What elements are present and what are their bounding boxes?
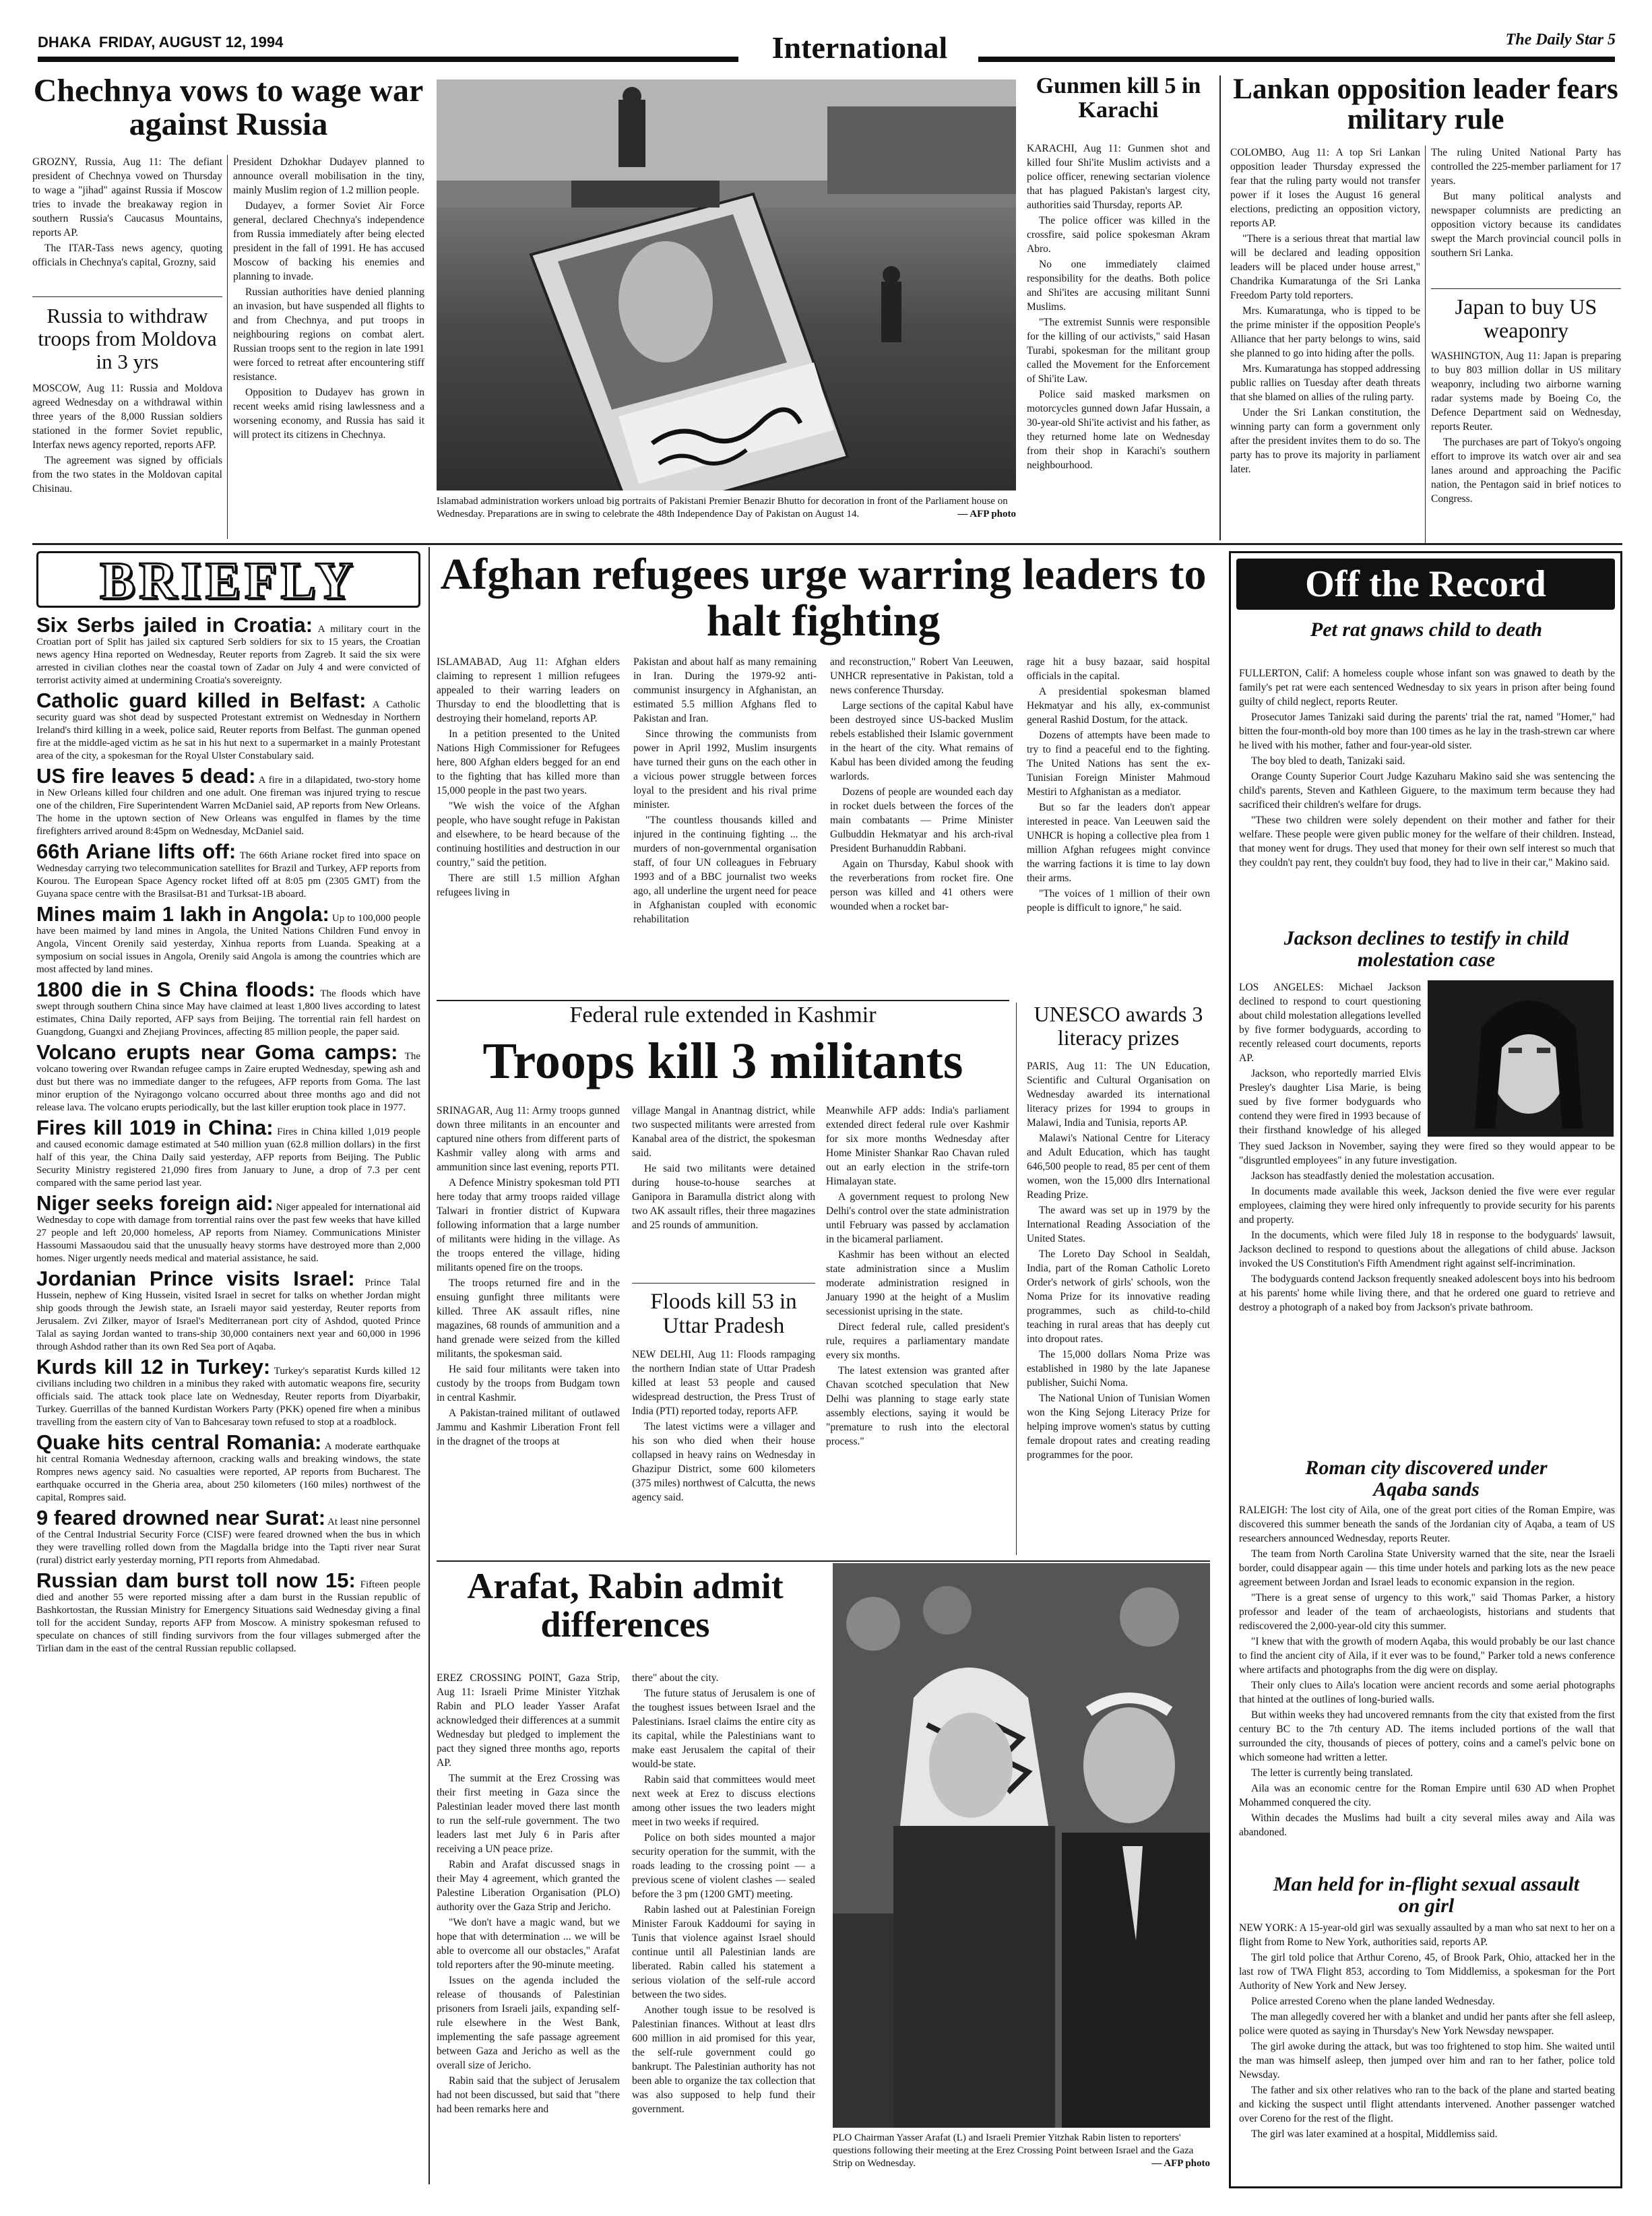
para: The National Union of Tunisian Women won the King Sejong Literacy Prize for helping improve women's status by cutting female dropout rates and creating reading programmes for the poor. [1027, 1393, 1210, 1461]
top-row-rule [32, 543, 1622, 545]
unesco-headline: UNESCO awards 3 literacy prizes [1034, 1003, 1203, 1050]
para: The girl awoke during the attack, but was too frightened to stop him. She waited until the man was himself asleep, then jumped over him and ran to her father, police told Newsday. [1239, 2041, 1615, 2081]
afghan-col-4 [1027, 655, 1210, 1019]
para: The award was set up in 1979 by the International Reading Association of the United States. [1027, 1205, 1210, 1244]
para: NEW DELHI, Aug 11: Floods rampaging the northern Indian state of Uttar Pradesh killed at least 53 people and caused widespread destruction, the Press Trust of India (PTI) reported today, reports AFP. [632, 1349, 815, 1417]
para: EREZ CROSSING POINT, Gaza Strip, Aug 11: Israeli Prime Minister Yitzhak Rabin and PLO leader Yasser Arafat acknowledged their differences at a summit Wednesday but pledged to implement the pact they signed three months ago, reports AP. [437, 1672, 620, 1769]
para: Meanwhile AFP adds: India's parliament extended direct federal rule over Kashmir for six more months Wednesday after Home Minister Shankar Rao Chavan ruled out an early election in the strife-torn Himalayan state. [826, 1105, 1009, 1187]
karachi-body [1027, 141, 1210, 543]
para: In documents made available this week, Jackson denied the five were ever regular employees, claiming they were hired only infrequently to provide security for his parents and property. [1239, 1186, 1615, 1226]
brief-headline: Volcano erupts near Goma camps: [36, 1040, 398, 1064]
brief-item [36, 1570, 420, 1655]
para: KARACHI, Aug 11: Gunmen shot and killed four Shi'ite Muslim activists and a police officer, renewing sectarian violence that has plagued Pakistan's largest city, authorities said Thursday, reports AP. [1027, 143, 1210, 211]
moldova-body [32, 381, 222, 543]
para: FULLERTON, Calif: A homeless couple whose infant son was gnawed to death by the family's pet rat were each sentenced Wednesday to six years in prison after being found guilty of child neglect, reports Reuter. [1239, 668, 1615, 707]
para: "There is a great sense of urgency to this work," said Thomas Parker, a history professor and leader of the team of archaeologists, historians and students that rediscovered the 2,000-year-old city this summer. [1239, 1592, 1615, 1632]
photo-image [1428, 980, 1614, 1137]
brief-headline: Niger seeks foreign aid: [36, 1191, 274, 1215]
para: Large sections of the capital Kabul have been destroyed since US-backed Muslim rebels established their Islamic government in the heart of the city. What remains of Kabul has been divided among the feuding warlords. [830, 700, 1013, 782]
para: A Pakistan-trained militant of outlawed Jammu and Kashmir Liberation Front fell in the dragnet of the troops at [437, 1407, 620, 1447]
brief-text: A fire in a dilapidated, two-story home in New Orleans killed four children and one adult. One fireman was injured trying to rescue one of the children, Fire Superintendent Warren McDaniel said, AP reports from New Orleans. The home in the uptown section of New Orleans was engulfed in flames by the time firefighters arrived around 8:45pm on Wednesday, McDaniel said. [36, 775, 420, 837]
flight-body [1239, 1921, 1615, 2185]
para: Dudayev, a former Soviet Air Force general, declared Chechnya's independence from Russia immediately after being elected president in the fall of 1991. He has accused Moscow of backing his enemies and planning to invade. [233, 200, 424, 282]
para: The man allegedly covered her with a blanket and undid her pants after she fell asleep, police were quoted as saying in Thursday's New York Newsday newspaper. [1239, 2011, 1615, 2037]
para: Dozens of attempts have been made to try to find a peaceful end to the fighting. The United Nations has sent the ex-Tunisian Foreign Minister Mahmoud Mestiri to Afghanistan as a mediator. [1027, 730, 1210, 798]
para: A Defence Ministry spokesman told PTI here today that army troops raided village Talwari in frontier district of Kupwara following information that a large number of militants were hiding in the village. As the troops entered the village, hiding militants opened fire on the troops. [437, 1177, 620, 1273]
para: LOS ANGELES: Michael Jackson declined to respond to court questioning about child molestation allegations levelled by five former bodyguards, according to recently released court documents, reports AP. [1239, 982, 1421, 1064]
roman-headline: Roman city discovered under Aqaba sands [1305, 1457, 1548, 1500]
para: Rabin said that committees would meet next week at Erez to discuss elections among other issues the two leaders might meet in two weeks if required. [632, 1774, 815, 1828]
brief-headline: 1800 die in S China floods: [36, 978, 315, 1001]
photo-credit: — AFP photo [957, 509, 1016, 519]
photo1-caption [437, 495, 1016, 542]
para: The father and six other relatives who ran to the back of the plane and started beating and kicking the suspect until flight attendants intervened. Another passenger watched over Coreno for the rest of the flight. [1239, 2085, 1615, 2124]
brief-item [36, 1432, 420, 1505]
para: "We wish the voice of the Afghan people, who have sought refuge in Pakistan and elsewhere, to be heard because of the continuing hostilities and destruction in our country," said the petition. [437, 800, 620, 868]
afghan-col-3 [830, 655, 1013, 1019]
afghan-col-2 [633, 655, 817, 1019]
para: The bodyguards contend Jackson frequently sneaked adolescent boys into his bedroom at his parents' home while living there, and that he ordered one guard to retrieve and destroy a photograph of a naked boy from Jackson's private bathroom. [1239, 1273, 1615, 1313]
chechnya-col-1 [32, 155, 222, 310]
brief-text: Prince Talal Hussein, nephew of King Hussein, visited Israel in secret for talks on whether Jordan might ship goods through the Jewish state, an Israeli mayor said yesterday, Reuter reports from Jerusalem. Zvi Zilker, mayor of Israel's Mediterranean port city of Ashdod, quoted Prince Talal as saying Jordan wanted to trans-ship 30,000 containers next year and 60,000 in 1996 through Ashdod rather than its own Red Sea port of Aqaba. [36, 1277, 420, 1352]
para: NEW YORK: A 15-year-old girl was sexually assaulted by a man who sat next to her on a flight from Rome to New York, authorities said, reports AP. [1239, 1922, 1615, 1948]
para: Rabin said that the subject of Jerusalem had not been discussed, but said that "there had been remarks here and [437, 2075, 620, 2115]
para: "The countless thousands killed and injured in the continuing fighting ... the murders of non-governmental organisation staff, of four UN colleagues in February 1993 and of a BBC journalist two weeks ago, all underline the urgent need for peace in Afghanistan coupled with economic rehabilitation [633, 815, 817, 925]
para: MOSCOW, Aug 11: Russia and Moldova agreed Wednesday on a withdrawal within three years of the 8,000 Russian soldiers stationed in the former Soviet republic, Interfax news agency reported, reports AFP. [32, 383, 222, 451]
para: village Mangal in Anantnag district, while two suspected militants were arrested from Kanabal area of the district, the spokesman said. [632, 1105, 815, 1159]
para: The boy bled to death, Tanizaki said. [1251, 755, 1405, 767]
arafat-caption [833, 2132, 1210, 2190]
brief-item [36, 904, 420, 976]
para: The girl told police that Arthur Coreno, 45, of Brook Park, Ohio, attacked her in the last row of TWA Flight 853, according to Tom Middlemiss, a spokesman for the Port Authority of New York and New Jersey. [1239, 1952, 1615, 1992]
col-rule [428, 547, 430, 2184]
lanka-headline: Lankan opposition leader fears military rule [1233, 74, 1618, 136]
brief-headline: 66th Ariane lifts off: [36, 840, 236, 863]
brief-text: A military court in the Croatian port of Split has jailed six captured Serb soldiers for six to 15 years, the Croatian news agency Hina reported on Wednesday, Reuter reports from Zagreb. It said the six were arrested in civilian clothes near the coastal town of Zadar on July 4 and were convicted of terrorist activity aimed at undermining Croatia's sovereignty. [36, 624, 420, 686]
jackson-body [1239, 980, 1421, 1139]
otr-banner [1236, 559, 1615, 610]
para: Dozens of people are wounded each day in rocket duels between the forces of the main combatants — Prime Minister Gulbuddin Hekmatyar and his arch-rival President Burhanuddin Rabbani. [830, 786, 1013, 854]
brief-item [36, 1042, 420, 1114]
rule [1431, 288, 1621, 289]
afghan-story [437, 547, 1210, 1019]
para: But within weeks they had uncovered remnants from the city that existed from the first century BC to the 7th century AD. The items included portions of the wall that surrounded the city, thousands of pieces of pottery, coins and a camel's pelvic bone on which someone had written a letter. [1239, 1709, 1615, 1763]
unesco-body [1027, 1059, 1210, 1552]
para: WASHINGTON, Aug 11: Japan is preparing to buy 803 million dollar in US military weaponry, including two airborne warning radar systems made by Boeing Co, the Defence Department said on Wednesday, reports Reuter. [1431, 350, 1621, 433]
arafat-story [437, 1563, 1210, 2190]
para: A government request to prolong New Delhi's control over the state administration until February was passed by acclamation in the bicameral parliament. [826, 1191, 1009, 1245]
brief-headline: Catholic guard killed in Belfast: [36, 689, 367, 712]
briefly-items [36, 614, 420, 2184]
kashmir-col-2 [632, 1104, 815, 1279]
briefly-column [32, 547, 424, 2191]
para: Jackson, who reportedly married Elvis Presley's daughter Lisa Marie, is being sued by five former bodyguards who contend they were fired in 1993 because of their firsthand knowledge of his alleged [1239, 1068, 1421, 1136]
rat-headline: Pet rat gnaws child to death [1310, 619, 1543, 641]
brief-text: Niger appealed for international aid Wednesday to cope with damage from torrential rains over the past few weeks that have killed 27 people and left 20,000 homeless, AP reports from Niamey. Communications Minister Hassoumi Massaoudou said that the unusually heavy storms have destroyed more than 2,000 homes. Niger urgently needs medical and material assistance, he said. [36, 1202, 420, 1264]
arafat-rabin-photo [833, 1563, 1210, 2128]
lanka-col-1 [1230, 146, 1420, 543]
para: The ruling United National Party has controlled the 225-member parliament for 17 years. [1431, 147, 1621, 187]
jackson-headline: Jackson declines to testify in child molestation case [1283, 927, 1569, 971]
kashmir-story [437, 1003, 1009, 1555]
brief-item [36, 690, 420, 763]
para: The latest victims were a villager and his son who died when their house collapsed in heavy rains on Wednesday in Ghazipur District, some 600 kilometers (375 miles) northwest of Calcutta, the news agency said. [632, 1421, 815, 1503]
floods-headline: Floods kill 53 in Uttar Pradesh [650, 1290, 797, 1339]
para: The troops returned fire and in the ensuing gunfight three militants were killed. Three AK assault rifles, nine magazines, 68 rounds of ammunition and a hand grenade were seized from the killed militants, the spokesman said. [437, 1277, 620, 1360]
para: The future status of Jerusalem is one of the toughest issues between Israel and the Palestinians. Israel claims the entire city as its capital, while the Palestinians want to make east Jerusalem the capital of their would-be state. [632, 1688, 815, 1770]
para: "There is a serious threat that martial law will be declared and leading opposition leaders will be placed under house arrest," Chandrika Kumaratunga of the Sri Lanka Freedom Party told reporters. [1230, 233, 1420, 301]
jackson-photo [1428, 980, 1614, 1137]
brief-text: At least nine personnel of the Central Industrial Security Force (CISF) were feared drowned when the bus in which they were travelling rolled down from the Magdalla bridge into the Tapti river near Surat (rural) district early yesterday morning, PTI reports from Ahmedabad. [36, 1517, 420, 1566]
para: "The voices of 1 million of their own people is difficult to ignore," he said. [1027, 888, 1210, 914]
brief-item [36, 979, 420, 1039]
chechnya-story [32, 74, 424, 543]
brief-headline: Quake hits central Romania: [36, 1430, 322, 1454]
para: The purchases are part of Tokyo's ongoing effort to improve its watch over air and sea lanes around and approaching the Pacific nation, the Pentagon said in brief notices to Congress. [1431, 437, 1621, 505]
para: The latest extension was granted after Chavan scotched speculation that New Delhi was planning to stage early state assembly elections, saying it would be "premature to rush into the electoral process." [826, 1365, 1009, 1447]
para: The 15,000 dollars Noma Prize was established in 1980 by the late Japanese publisher, Suichi Noma. [1027, 1349, 1210, 1389]
lanka-story [1230, 74, 1621, 543]
para: President Dzhokhar Dudayev planned to announce overall mobilisation in the tiny, mainly Muslim region of 1.2 million people. [233, 156, 424, 196]
brief-headline: Six Serbs jailed in Croatia: [36, 614, 313, 637]
para: In a petition presented to the United Nations High Commissioner for Refugees here, 800 Afghan elders begged for an end to the fighting that has killed more than 15,000 people in the past two years. [437, 728, 620, 796]
para: SRINAGAR, Aug 11: Army troops gunned down three militants in an encounter and captured nine others from different parts of Kashmir valley along with arms and ammunition since last evening, reports PTI. [437, 1105, 620, 1173]
rule [437, 1000, 1009, 1001]
brief-headline: US fire leaves 5 dead: [36, 764, 256, 788]
chechnya-col-2 [233, 155, 424, 543]
brief-headline: Fires kill 1019 in China: [36, 1116, 274, 1139]
para: COLOMBO, Aug 11: A top Sri Lankan opposition leader Thursday expressed the fear that the ruling party would not transfer power if it loses the August 16 general elections, predicting an opposition victory, reports AP. [1230, 147, 1420, 229]
para: But many political analysts and newspaper columnists are predicting an opposition victory because its candidates swept the March provincial council polls in southern Sri Lanka. [1431, 191, 1621, 259]
kashmir-kicker: Federal rule extended in Kashmir [569, 1003, 877, 1027]
brief-item [36, 1117, 420, 1190]
masthead-rule-left [38, 57, 738, 62]
kashmir-col-3 [826, 1104, 1009, 1552]
photo-image [437, 80, 1016, 490]
caption-text: Islamabad administration workers unload big portraits of Pakistani Premier Benazir Bhutto for decoration in front of the Parliament house on Wednesday. Preparations are in swing to celebrate the 48th Independence Day of Pakistan on August 14. [437, 496, 1008, 519]
japan-body [1431, 349, 1621, 543]
masthead [32, 27, 1616, 69]
rule [32, 296, 222, 297]
para: Aila was an economic centre for the Roman Empire until 630 AD when Prophet Mohammed conquered the city. [1239, 1783, 1615, 1808]
para: No one immediately claimed responsibility for the deaths. Both police and Shi'ites are accusing militant Sunni Muslims. [1027, 259, 1210, 313]
brief-text: A moderate earthquake hit central Romania Wednesday afternoon, cracking walls and breaking windows, the state Rompres news agency said. No casualties were reported, AP reports from Bucharest. The earthquake occurred in the Gheria area, about 250 kilometers (160 miles) northwest of the capital, Rompres said. [36, 1441, 420, 1503]
moldova-headline: Russia to withdraw troops from Moldova in 3 yrs [38, 304, 217, 374]
brief-headline: Russian dam burst toll now 15: [36, 1569, 356, 1592]
brief-text: A Catholic security guard was shot dead by suspected Protestant extremist on Wednesday in Northern Ireland's third killing in a week, police said, Reuter reports from Belfast. The gunman opened fire at the middle-aged victim as he sat in his hut next to a supermarket in a mainly Protestant area of the city, a spokesman for the Royal Ulster Constabulary said. [36, 699, 420, 761]
para: Mrs. Kumaratunga has stopped addressing public rallies on Tuesday after death threats that she blamed on allies of the ruling party. [1230, 363, 1420, 403]
para: Direct federal rule, called president's rule, requires a parliamentary mandate every six months. [826, 1321, 1009, 1361]
japan-headline: Japan to buy US weaponry [1455, 294, 1597, 343]
brief-item [36, 1356, 420, 1429]
brief-item [36, 1507, 420, 1567]
karachi-story [1027, 74, 1210, 543]
para: rage hit a busy bazaar, said hospital officials in the capital. [1027, 656, 1210, 682]
para: Kashmir has been without an elected state administration since a Muslim moderate administration resigned in January 1990 at the height of a Muslim secessionist uprising in the state. [826, 1249, 1009, 1317]
unesco-story [1027, 1003, 1210, 1555]
para: PARIS, Aug 11: The UN Education, Scientific and Cultural Organisation on Wednesday awarded its international literacy prizes for 1994 to groups in Malawi, India and Tunisia, reports AP. [1027, 1060, 1210, 1129]
kashmir-col-1 [437, 1104, 620, 1552]
brief-headline: 9 feared drowned near Surat: [36, 1506, 326, 1529]
para: Police on both sides mounted a major security operation for the summit, with the roads leading to the crossing point — a previous scene of violent clashes — sealed before the 3 pm (1200 GMT) meeting. [632, 1832, 815, 1900]
brief-text: The volcano towering over Rwandan refugee camps in Zaire erupted Wednesday, spewing ash and dust but there was no immediate danger to the refugees, AFP reports from Goma. The last minor eruption of the Nyiragongo volcano occurred about three months ago and did not release lava. The volcano erupts periodically, but the last killer eruption took place in 1977. [36, 1051, 420, 1113]
para: Jackson has steadfastly denied the molestation accusation. [1251, 1170, 1495, 1182]
flight-headline: Man held for in-flight sexual assault on girl [1273, 1873, 1580, 1917]
kashmir-headline: Troops kill 3 militants [482, 1033, 963, 1089]
para: Pakistan and about half as many remaining in Iran. During the 1979-92 anti-communist insurgency in Afghanistan, an estimated 5.5 million Afghans fled to Pakistan and Iran. [633, 656, 817, 724]
col-rule [227, 155, 228, 539]
brief-text: Up to 100,000 people have been maimed by land mines in Angola, the United Nations Children Fund envoy in Angola, Vincent Orenily said yesterday, Xinhua reports from Luanda. Speaking at a symposium on social issues in Angola, Orenily said Angola is among the countries which are most affected by land mines. [36, 913, 420, 975]
para: The letter is currently being translated. [1251, 1767, 1413, 1779]
para: RALEIGH: The lost city of Aila, one of the great port cities of the Roman Empire, was discovered this summer beneath the sands of the Jordanian city of Aqaba, a team of US researchers announced Wednesday, reports Reuter. [1239, 1505, 1615, 1544]
para: Prosecutor James Tanizaki said during the parents' trial the rat, named "Homer," had bitten the four-month-old boy more than 100 times as he lay in the trash-strewn car where he lived with his mother, father and four-year-old sister. [1239, 711, 1615, 751]
para: Another tough issue to be resolved is Palestinian finances. Without at least dlrs 600 million in aid promised for this year, the self-rule government could go bankrupt. The Palestinian authority has not been able to organize the tax collection that was also supposed to help fund their government. [632, 2004, 815, 2115]
brief-item [36, 1268, 420, 1354]
para: Police said masked marksmen on motorcycles gunned down Jafar Hussain, a 30-year-old Shi'ite activist and his father, as they returned home late on Wednesday from their shop in Karachi's southern neighbourhood. [1027, 389, 1210, 471]
afghan-col-1 [437, 655, 620, 1019]
para: ISLAMABAD, Aug 11: Afghan elders claiming to represent 1 million refugees appealed to their warring leaders on Thursday to end the bloodletting that is destroying their homeland, reports AP. [437, 656, 620, 724]
para: There are still 1.5 million Afghan refugees living in [437, 873, 620, 898]
para: "These two children were solely dependent on their mother and father for their welfare. These people were given public money for the welfare of their children. Instead, that money went for drugs. They used that money for their own self interest so much that they couldn't pay rent, they couldn't buy food, they had to live in their car," Makino said. [1239, 815, 1615, 868]
para: In the documents, which were filed July 18 in response to the bodyguards' lawsuit, Jackson declined to respond to questions about the allegations of child abuse. Jackson invoked the US Constitution's Fifth Amendment right against self-incrimination. [1239, 1230, 1615, 1269]
para: Rabin and Arafat discussed snags in their May 4 agreement, which granted the Palestine Liberation Organisation (PLO) authority over the Gaza Strip and Jericho. [437, 1859, 620, 1913]
para: and reconstruction," Robert Van Leeuwen, UNHCR representative in Pakistan, told a news conference Thursday. [830, 656, 1013, 696]
karachi-headline: Gunmen kill 5 in Karachi [1036, 74, 1201, 123]
otr-title: Off the Record [1305, 563, 1546, 605]
para: Since throwing the communists from power in April 1992, Muslim insurgents have turned their guns on the each other in a vicious power struggle between forces loyal to the president and his rival prime minister. [633, 728, 817, 811]
rule [632, 1283, 815, 1284]
col-rule [1016, 1003, 1017, 1555]
floods-body [632, 1348, 815, 1552]
chechnya-headline: Chechnya vows to wage war against Russia [33, 74, 424, 143]
para: The ITAR-Tass news agency, quoting officials in Chechnya's capital, Grozny, said [32, 243, 222, 268]
para: They sued Jackson in November, saying they were fired so they would appear to be "disgruntled employees" in any future investigation. [1239, 1141, 1615, 1166]
arafat-col-1 [437, 1671, 620, 2190]
para: The team from North Carolina State University warned that the site, near the Israeli border, could disappear again — this time under hotels and parking lots as the new peace agreement between Jordan and Israel leads to economic expansion in the region. [1239, 1548, 1615, 1588]
para: Issues on the agenda included the release of thousands of Palestinian prisoners from Israeli jails, expanding self-rule elsewhere in the West Bank, implementing the safe passage agreement between Gaza and Jericho as well as the overall size of Jericho. [437, 1975, 620, 2071]
rule [437, 1560, 1210, 1562]
briefly-banner [36, 551, 420, 608]
para: Mrs. Kumaratunga, who is tipped to be the prime minister if the opposition People's Alliance that her party belongs to wins, said she planned to go into hiding after the polls. [1230, 305, 1420, 359]
brief-text: The 66th Ariane rocket fired into space on Wednesday carrying two telecommunication satellites for Brazil and Turkey, AFP reports from Kourou. The European Space Agency rocket lifted off at 8:05 pm (2305 GMT) from the Guyana space centre with the Brasilsat-B1 and Turksat-1B aboard. [36, 850, 420, 899]
arafat-headline: Arafat, Rabin admit differences [467, 1566, 784, 1645]
para: Opposition to Dudayev has grown in recent weeks amid rising lawlessness and a worsening economy, and Russia has said it will protect its citizens in Chechnya. [233, 387, 424, 441]
para: Under the Sri Lankan constitution, the winning party can form a government only after the president invites them to do so. The party has to prove its majority in parliament later. [1230, 407, 1420, 475]
para: He said two militants were detained during house-to-house searches at Ganipora in Baramulla district along with two AK assault rifles, their three magazines and 25 rounds of ammunition. [632, 1163, 815, 1231]
jackson-body-cont [1239, 1139, 1615, 1456]
para: Again on Thursday, Kabul shook with the reverberations from rocket fire. One person was killed and 41 others were wounded when a rocket bar- [830, 858, 1013, 912]
para: The agreement was signed by officials from the two states in the Moldovan capital Chisinau. [32, 455, 222, 495]
brief-text: The floods which have swept through southern China since May have claimed at least 1,800 lives according to latest estimates, China Daily reported, AFP says from Beijing. The torrential rain fell hardest on Guangdong, Guangxi and Zhejiang Provinces, affecting 85 million people, the paper said. [36, 988, 420, 1038]
para: Police arrested Coreno when the plane landed Wednesday. [1251, 1996, 1495, 2007]
para: GROZNY, Russia, Aug 11: The defiant president of Chechnya vowed on Thursday to wage a "jihad" against Russia if Moscow tries to invade the breakaway region in southern Russia's Caucasus Mountains, reports AP. [32, 156, 222, 239]
briefly-title: BRIEFLY [100, 551, 357, 610]
brief-headline: Mines maim 1 lakh in Angola: [36, 902, 329, 926]
brief-headline: Kurds kill 12 in Turkey: [36, 1355, 271, 1379]
brief-item [36, 1193, 420, 1265]
brief-headline: Jordanian Prince visits Israel: [36, 1267, 355, 1290]
lanka-col-2 [1431, 146, 1621, 287]
brief-text: Fires in China killed 1,019 people and caused economic damage estimated at 540 million yuan (62.8 million dollars) in the first half of this year, the China Daily said yesterday, AFP reports from Beijing. The Public Security Ministry registered 21,090 fires from January to June, a drop of 7.3 per cent compared with the same period last year. [36, 1127, 420, 1189]
col-rule [1219, 75, 1221, 540]
photo-credit: — AFP photo [1151, 2158, 1210, 2169]
brief-item [36, 765, 420, 838]
afghan-headline: Afghan refugees urge warring leaders to halt fighting [440, 550, 1207, 646]
bhutto-portrait-photo [437, 80, 1016, 490]
para: The girl was later examined at a hospital, Middlemiss said. [1251, 2128, 1498, 2140]
brief-text: Fifteen people died and another 55 were reported missing after a dam burst in the Russian republic of Bashkortostan, the Russian Ministry for Emergency Situations said Wednesday giving a final toll for the accident Sunday, reports AFP from Moscow. A ministry spokesman refused to speculate on chances of still finding survivors from the four villages submerged after the Tirlian dam in the east of the central Russian republic collapsed. [36, 1579, 420, 1654]
para: But so far the leaders don't appear interested in peace. Van Leeuwen said the UNHCR is hoping a collective plea from 1 million Afghan refugees might convince the warring factions it is time to lay down their arms. [1027, 802, 1210, 884]
para: there" about the city. [632, 1672, 719, 1684]
para: The police officer was killed in the crossfire, said police spokesman Akram Abro. [1027, 215, 1210, 255]
roman-body [1239, 1503, 1615, 1860]
para: Rabin lashed out at Palestinian Foreign Minister Farouk Kaddoumi for saying in Tunis that violence against Israel should continue until all Palestinian lands are liberated. Rabin called his statement a serious violation of the self-rule accord between the two sides. [632, 1904, 815, 2000]
section-title: International [771, 30, 948, 65]
brief-item [36, 841, 420, 901]
para: "We don't have a magic wand, but we hope that with determination ... we will be able to overcome all our obstacles," Arafat told reporters after the 90-minute meeting. [437, 1917, 620, 1971]
para: Russian authorities have denied planning an invasion, but have suspended all flights to and from Chechnya, and put troops in neighbouring regions on combat alert. Russian troops sent to the region in late 1991 were forced to retreat after encountering stiff resistance. [233, 286, 424, 383]
para: Malawi's National Centre for Literacy and Adult Education, which has taught 646,500 people to read, 85 per cent of them women, won the 15,000 dlrs International Reading Prize. [1027, 1133, 1210, 1201]
para: "I knew that with the growth of modern Aqaba, this would probably be our last chance to find the ancient city of Aila, if it ever was to be found," Parker told a news conference where artifacts and photographs from the dig were on display. [1239, 1636, 1615, 1676]
brief-text: Turkey's separatist Kurds killed 12 civilians including two children in a minibus they raked with automatic weapons fire, security officials said. The attack took place late on Wednesday, Reuter reports from Diyarbakir, Turkey. Guerrillas of the banned Kurdistan Workers Party (PKK) opened fire when a minibus travelling from the eastern city of Van to Bahcesaray town refused to stop at a roadblock. [36, 1366, 420, 1428]
para: Their only clues to Aila's location were ancient records and some aerial photographs that hinted at the outlines of long-buried walls. [1239, 1680, 1615, 1705]
col-rule [1425, 146, 1426, 543]
para: Orange County Superior Court Judge Kazuharu Makino said she was sentencing the child's parents, Steven and Kathleen Giguere, to the maximum term because they had sacrificed their children's welfare for drugs. [1239, 771, 1615, 811]
para: A presidential spokesman blamed Hekmatyar and his ally, ex-communist general Rashid Dostum, for the attack. [1027, 686, 1210, 726]
para: Within decades the Muslims had built a city several miles away and Aila was abandoned. [1239, 1812, 1615, 1838]
brief-item [36, 614, 420, 687]
para: He said four militants were taken into custody by the troops from Budgam town in central Kashmir. [437, 1364, 620, 1403]
photo-image [833, 1563, 1210, 2128]
para: The summit at the Erez Crossing was their first meeting in Gaza since the Palestinian leader moved there last month to run the self-rule government. The two leaders last met July 6 in Paris after receiving a UN peace prize. [437, 1773, 620, 1855]
para: "The extremist Sunnis were responsible for the killing of our activists," said Hasan Turabi, spokesman for the militant group called the Movement for the Enforcement of Shi'ite Law. [1027, 317, 1210, 385]
off-the-record [1229, 551, 1622, 2188]
masthead-rule-right [978, 57, 1615, 62]
caption-text: PLO Chairman Yasser Arafat (L) and Israeli Premier Yitzhak Rabin listen to reporters' questions following their meeting at the Erez Crossing Point between Israel and the Gaza Strip on Wednesday. [833, 2132, 1194, 2169]
arafat-col-2 [632, 1671, 815, 2190]
masthead-date: DHAKA FRIDAY, AUGUST 12, 1994 [38, 34, 284, 51]
masthead-page: The Daily Star 5 [1505, 31, 1616, 49]
rat-body [1239, 666, 1615, 926]
para: The Loreto Day School in Sealdah, India, part of the Roman Catholic Loreto Order's network of girls' schools, won the Noma Prize for its innovative reading programmes, such as child-to-child teaching in rural areas that has deeply cut into dropout rates. [1027, 1248, 1210, 1345]
